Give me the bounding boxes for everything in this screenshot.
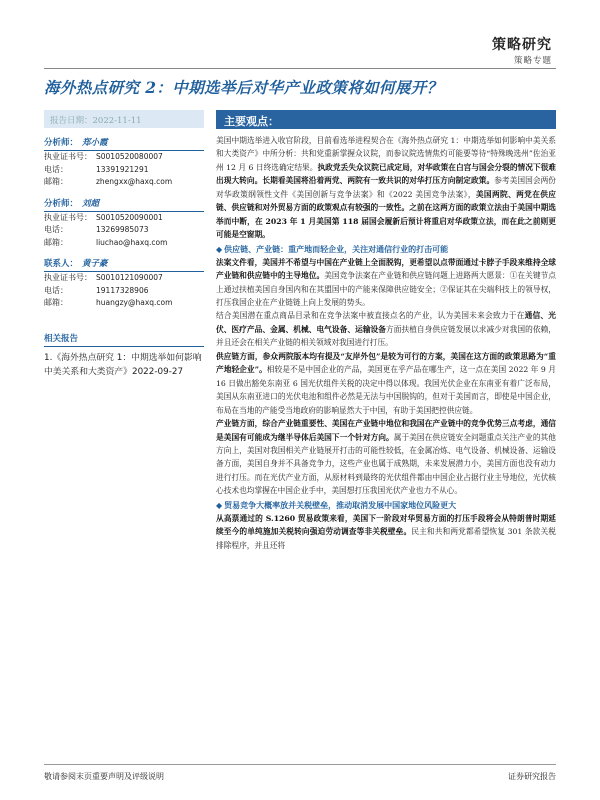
analyst-name: 刘超 <box>82 198 100 209</box>
phone-value: 13391921291 <box>96 164 149 174</box>
license-label: 执业证书号： <box>44 273 92 282</box>
paragraph-industry-chain <box>216 417 556 498</box>
license-label: 执业证书号： <box>44 152 92 161</box>
sidebar <box>44 110 204 379</box>
industries-text: 结合美国潜在重点商品目录和在竞争法案中被直接点名的产业，认为美国未来会致力于在 <box>216 311 525 321</box>
analyst-role: 分析师： <box>44 198 79 209</box>
license-value: S0010520080007 <box>96 152 163 161</box>
intro-emphasis-2: 美国两院、两党在供应链、供应链和对外贸易方面的政策观点有较强的一致性。之前在这两方面的政策立法由于美国中期选举而中断，在 2023 年 1 月美国第 118 届国会履新后预计将重启对华政策立法，而在此之前则更可能是空窗期。 <box>216 189 556 240</box>
paragraph-trade <box>216 512 556 552</box>
analyst-1-phone <box>44 164 204 177</box>
analyst-2-email <box>44 237 204 250</box>
bullet-text: 贸易竞争大概率放并关税壁垒，推动取消发展中国家地位风险更大 <box>224 499 457 510</box>
paragraph-bill <box>216 256 556 310</box>
phone-value: 19117328906 <box>96 285 149 295</box>
paragraph-industries <box>216 309 556 349</box>
intro-emphasis: 执政党丢失众议院已成定局，对华政策在白宫与国会分裂的情况下很难出现大转向。长期看美国将沿着两党、两院有一致共识的对华打压方向制定政策。 <box>216 162 556 186</box>
license-value: S0010121090007 <box>96 273 163 282</box>
paragraph-supply <box>216 350 556 417</box>
report-subtype: 策略专题 <box>513 56 552 66</box>
industries-text-2: 方面扶植自身供应链发展以求减少对我国的依赖，并且还会在相关产业链的相关领域对我国进行打压。 <box>216 324 556 348</box>
chain-text: 属于美国在供应链安全问题重点关注产业的其他方向上，美国对我国相关产业链展开打击的可能性较低，在金属冶炼、电气设备、机械设备、运输设备方面，美国自身并不具备竞争力，这些产业也属于成熟期，未来发展潜力小，美国方面也没有动力进行打压。而在光伏产业方面，从原材料到最终的光伏组件都由中国企业占据行业主导地位，光伏核心技术也均掌握在中国企业手中，美国想打压我国光伏产业也力不从心。 <box>216 432 556 496</box>
trade-text: 民主和共和两党都希望恢复 301 条款关税排除程序，并且还将 <box>216 527 556 550</box>
phone-value: 13269985073 <box>96 225 149 234</box>
analyst-1-head <box>44 128 204 151</box>
analyst-2-phone <box>44 224 204 237</box>
email-label: 邮箱： <box>44 177 68 186</box>
email-value[interactable]: zhengxx@haxq.com <box>96 177 173 186</box>
license-label: 执业证书号： <box>44 212 92 222</box>
intro-text-2: 参考美国国会两份对华政策纲领性文件《美国创新与竞争法案》和《2022 美国竞争法案》， <box>216 176 556 199</box>
analyst-1-license <box>44 151 204 164</box>
trade-emphasis: 从高票通过的 S.1260 贸易政策来看，美国下一阶段对华贸易方面的打压手段将会从特朗普时期延续至今的单纯施加关税转向强迫劳动调查等非关税壁垒。 <box>216 513 556 537</box>
header-divider <box>44 68 556 69</box>
industries-emphasis: 通信、光伏、医疗产品、金属、机械、电气设备、运输设备 <box>216 311 556 334</box>
email-value[interactable]: liuchao@haxq.com <box>96 237 168 247</box>
contact-email <box>44 297 204 310</box>
email-label: 邮箱： <box>44 237 68 247</box>
bill-text: 美国竞争法案在产业链和供应链问题上进路两大愿景：①在关键节点上通过扶植美国自身国内和在其盟国中的产能来保障供应链安全；②保证其在尖端科技上的领导权，打压我国企业在产业链链上向上发展的势头。 <box>216 271 556 307</box>
key-points-heading: 主要观点： <box>216 110 556 129</box>
contact-phone <box>44 285 204 298</box>
intro-text: 美国中期选举进入收官阶段，目前看选举进程契合在《海外热点研究 1：中期选举如何影响中美关系和大类资产》中所分析：共和党重新掌握众议院，而参议院选情焦灼可能要等待“特殊晚选州”佐治亚州 12 月 6 日终选确定结果。 <box>216 136 556 172</box>
supply-text: 相较是不是中国企业的产品，美国更在乎产品在哪生产，这一点在美国 2022 年 9 月 16 日做出豁免东南亚 6 国光伏组件关税的决定中得以体现。我国光伏企业在东南亚有着广泛布局，美国从东南亚进口的光伏电池和组件必然是无法与中国脱钩的，但对于美国而言，即使是中国企业，布局在当地的产能受当地政府的影响显然大于中国，有助于美国把控供应链。 <box>216 365 556 415</box>
analyst-1-email <box>44 176 204 189</box>
analyst-name: 黄子豪 <box>82 259 108 269</box>
email-label: 邮箱： <box>44 298 68 307</box>
report-date: 报告日期：2022-11-11 <box>44 110 204 128</box>
bullet-supply-chain <box>216 243 556 256</box>
phone-label: 电话： <box>44 164 68 174</box>
phone-label: 电话： <box>44 285 68 295</box>
analyst-2-head <box>44 189 204 212</box>
related-reports-head: 相关报告 <box>44 324 204 347</box>
bullet-trade <box>216 499 556 512</box>
license-value: S0010520090001 <box>96 212 163 222</box>
chain-emphasis: 产业链方面，综合产业链重要性、美国在产业链中地位和我国在产业链中的竞争优势三点考虑，通信是美国有可能成为继半导体后美国下一个针对方向。 <box>216 419 556 442</box>
footer-label: 证券研究报告 <box>508 772 556 781</box>
footer-disclaimer: 敬请参阅末页重要声明及评级说明 <box>44 772 164 781</box>
contact-head <box>44 249 204 272</box>
email-value[interactable]: huangzy@haxq.com <box>96 298 173 307</box>
analyst-role: 联系人： <box>44 259 79 269</box>
report-title: 海外热点研究 2：中期选举后对华产业政策将如何展开？ <box>44 78 443 97</box>
supply-emphasis: 供应链方面，参众两院版本均有提及“友岸外包”是较为可行的方案，美国在这方面的政策思路为“重产地轻企业”。 <box>216 351 556 375</box>
bill-emphasis: 法案文件看，美国并不希望与中国在产业链上全面脱钩，更希望以点带面通过卡脖子手段来维持全球产业链和供应链中的主导地位。 <box>216 257 556 281</box>
contact-license <box>44 272 204 285</box>
main-column <box>216 110 556 552</box>
bullet-text: 供应链、产业链：重产地而轻企业，关注对通信行业的打击可能 <box>224 243 449 254</box>
diamond-bullet-icon: ◆ <box>216 243 223 254</box>
phone-label: 电话： <box>44 225 68 234</box>
paragraph-intro <box>216 134 556 242</box>
analyst-role: 分析师： <box>44 138 79 148</box>
analyst-name: 郑小霞 <box>82 138 108 148</box>
footer-divider <box>44 764 556 765</box>
related-report-link[interactable]: 1.《海外热点研究 1：中期选举如何影响中美关系和大类资产》2022-09-27 <box>44 352 202 377</box>
analyst-2-license <box>44 212 204 225</box>
report-type: 策略研究 <box>492 37 552 53</box>
diamond-bullet-icon: ◆ <box>216 499 223 510</box>
